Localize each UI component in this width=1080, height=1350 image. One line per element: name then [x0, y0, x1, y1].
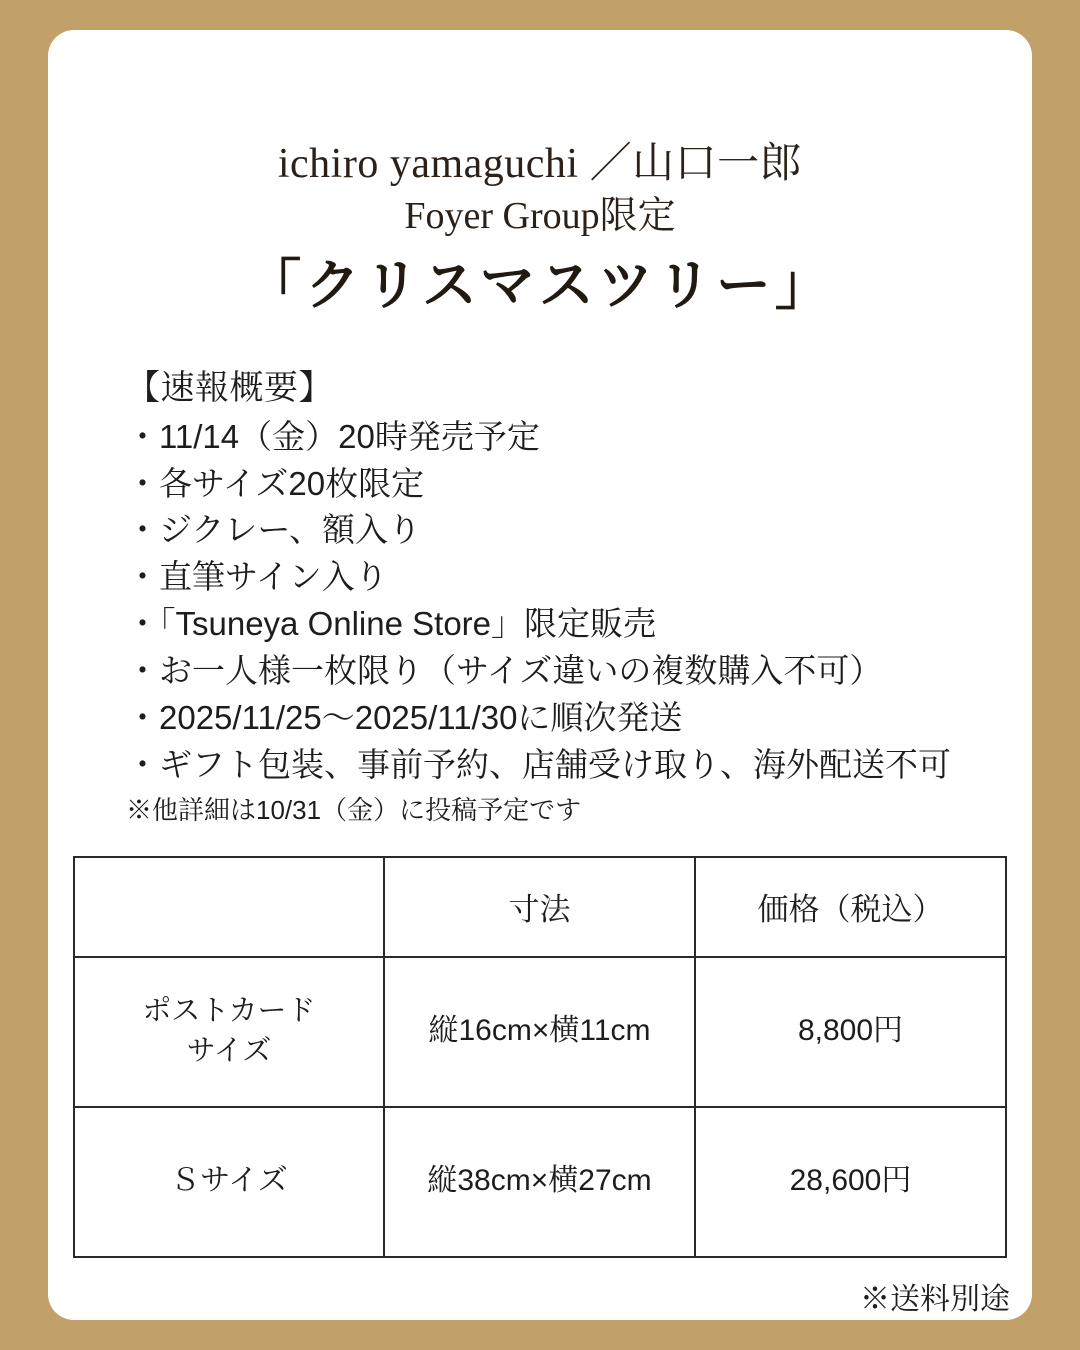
group-limited-label: Foyer Group限定 [404, 195, 676, 238]
row-size: 縦16cm×横11cm [384, 957, 695, 1107]
summary-block [48, 364, 1032, 829]
table-row [74, 1107, 1006, 1257]
product-title: 「クリスマスツリー」 [246, 254, 834, 316]
summary-heading: 【速報概要】 [126, 369, 333, 408]
row-label-line2: サイズ [186, 1034, 272, 1067]
row-label-line1: ポストカード [142, 995, 316, 1028]
row-size: 縦38cm×横27cm [384, 1107, 695, 1257]
table-header-row [74, 857, 1006, 957]
summary-bullet: ・「Tsuneya Online Store」限定販売 [126, 605, 657, 643]
row-price: 8,800円 [695, 957, 1006, 1107]
summary-bullet: ・11/14（金）20時発売予定 [126, 417, 540, 455]
shipping-note: ※送料別途 [860, 1282, 1010, 1316]
summary-bullet: ・2025/11/25〜2025/11/30に順次発送 [126, 698, 683, 736]
spec-table [73, 856, 1007, 1258]
announcement-card [48, 30, 1032, 1320]
summary-bullet: ・各サイズ20枚限定 [126, 464, 425, 502]
table-header-size: 寸法 [384, 857, 695, 957]
row-price: 28,600円 [695, 1107, 1006, 1257]
summary-bullet: ・ジクレー、額入り [126, 511, 422, 549]
summary-bullet: ・直筆サイン入り [126, 558, 388, 596]
summary-bullet: ・お一人様一枚限り（サイズ違いの複数購入不可） [126, 652, 883, 690]
summary-note: ※他詳細は10/31（金）に投稿予定です [126, 794, 582, 825]
summary-bullet: ・ギフト包装、事前予約、店舗受け取り、海外配送不可 [126, 745, 951, 783]
row-label: Ｓサイズ [74, 1107, 384, 1257]
table-header-price: 価格（税込） [695, 857, 1006, 957]
row-label [74, 957, 384, 1107]
artist-name: ichiro yamaguchi ／山口一郎 [277, 141, 803, 187]
table-header-blank [74, 857, 384, 957]
title-block [48, 30, 1032, 320]
table-row [74, 957, 1006, 1107]
